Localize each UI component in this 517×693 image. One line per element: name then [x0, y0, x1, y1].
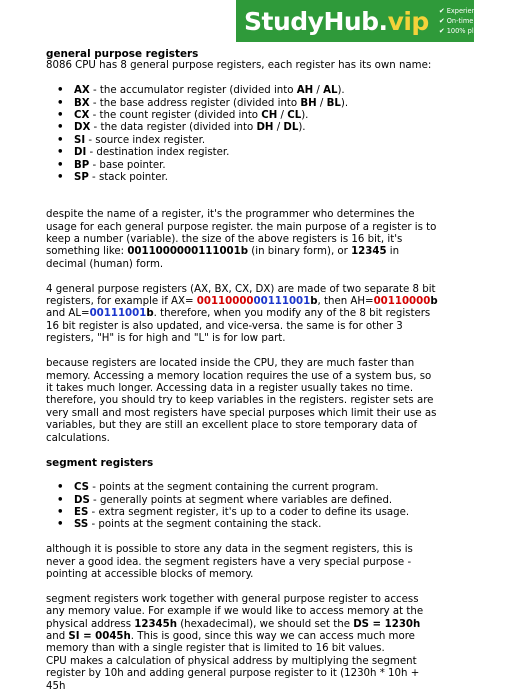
studyhub-logo[interactable] — [236, 7, 429, 36]
high-byte-value: 00110000 — [373, 296, 431, 308]
check-icon: ✔ — [438, 17, 445, 25]
spacer — [46, 581, 438, 593]
register-part: AH — [296, 85, 314, 97]
list-item — [46, 135, 438, 147]
register-desc: - the data register (divided into — [90, 122, 257, 134]
register-part: AL — [323, 85, 338, 97]
register-desc: - generally points at segment where variables are defined. — [89, 494, 393, 506]
gp-paragraph-1 — [46, 209, 438, 271]
register-name: DI — [74, 147, 87, 159]
paragraph-text: 4 general purpose registers (AX, BX, CX, DX) are made of two separate 8 bit registers, for example if AX= — [46, 283, 436, 308]
binary-suffix: b — [146, 308, 154, 320]
logo-text: StudyHub. — [244, 6, 388, 36]
list-item — [46, 519, 438, 531]
register-desc: - destination index register. — [86, 147, 230, 159]
bullet-icon: • — [57, 159, 64, 171]
binary-value: 0011000000111001b — [127, 246, 249, 258]
register-name: CX — [74, 110, 90, 122]
feature-item — [439, 26, 517, 36]
register-part: DL — [283, 122, 299, 134]
list-item — [46, 495, 438, 507]
spacer — [46, 532, 438, 544]
seg-paragraph-1: although it is possible to store any data in the segment registers, this is never a good idea. the segment registers have a very special purpose - pointing at accessible blocks of memory. — [46, 544, 413, 580]
register-name: SI — [74, 134, 86, 146]
register-part: DH — [256, 122, 274, 134]
paragraph-text: (hexadecimal), we should set the — [176, 618, 354, 630]
high-byte-value: 00110000 — [196, 296, 254, 308]
register-name: SS — [74, 519, 89, 531]
register-name: DS — [74, 494, 90, 506]
spacer — [46, 346, 438, 358]
paragraph-text: . therefore, when you modify any of the 8 bit registers 16 bit register is also updated, and vice-versa. the same is for other 3 registers, "H" is for high and "L" is for low part. — [46, 308, 431, 345]
bullet-icon: • — [57, 97, 64, 109]
paragraph-text: and — [46, 630, 69, 642]
list-item: • CX - the count register (divided into CH / CL). — [57, 110, 309, 122]
register-desc: - source index register. — [85, 134, 206, 146]
studyhub-banner[interactable] — [236, 0, 517, 42]
spacer — [46, 184, 438, 209]
register-name: BP — [74, 159, 90, 171]
check-icon: ✔ — [438, 7, 445, 15]
feature-item — [439, 6, 517, 16]
spacer — [46, 73, 438, 85]
list-item: • BX - the base address register (divided into BH / BL). — [57, 97, 349, 109]
gp-register-list — [46, 85, 438, 184]
binary-suffix: b — [430, 296, 438, 308]
list-item — [46, 147, 438, 159]
logo-vip-text: vip — [387, 6, 429, 36]
paragraph-text: . This is good, since this way we can access much more memory than with a single register that is limited to 16 bit values. — [46, 630, 415, 655]
register-name: BX — [74, 97, 90, 109]
register-name: SP — [74, 172, 89, 184]
gp-paragraph-2 — [46, 284, 438, 346]
list-item — [46, 160, 438, 172]
register-desc: - base pointer. — [89, 159, 166, 171]
gp-intro: 8086 CPU has 8 general purpose registers, each register has its own name: — [46, 60, 432, 72]
bullet-icon: • — [57, 494, 64, 506]
bullet-icon: • — [57, 110, 64, 122]
low-byte-value: 00111001 — [89, 308, 147, 320]
bullet-icon: • — [57, 172, 64, 184]
document-body — [46, 48, 438, 693]
seg-register-list — [46, 482, 438, 532]
register-part: CL — [287, 110, 302, 122]
low-byte-value: 00111001 — [253, 296, 311, 308]
register-name: ES — [74, 506, 89, 518]
register-name: DX — [74, 122, 91, 134]
register-desc: - the base address register (divided into — [89, 97, 301, 109]
gp-paragraph-3: because registers are located inside the CPU, they are much faster than memory. Accessing a memory location requires the use of a system bus, so it takes much longer. Accessing data in a register usually takes no time. therefore, you should try to keep variables in the registers. register sets are very small and most registers have special purposes which limit their use as variables, but they are still an excellent place to store temporary data of calculations. — [46, 358, 437, 444]
list-item: • AX - the accumulator register (divided into AH / AL). — [57, 85, 345, 97]
register-part: BH — [300, 97, 317, 109]
seg-heading: segment registers — [46, 457, 154, 470]
list-item: • DX - the data register (divided into DH / DL). — [57, 122, 306, 134]
register-name: CS — [74, 482, 90, 494]
register-name: AX — [74, 85, 90, 97]
si-value: SI = 0045h — [68, 630, 131, 642]
bullet-icon: • — [57, 506, 64, 518]
seg-paragraph-2 — [46, 594, 438, 656]
register-desc-end: ). — [298, 122, 306, 134]
paragraph-text: , then AH= — [317, 296, 374, 308]
register-desc: - the accumulator register (divided into — [89, 85, 297, 97]
paragraph-text: and AL= — [46, 308, 90, 320]
register-desc: - extra segment register, it's up to a coder to define its usage. — [88, 506, 410, 518]
paragraph-text: despite the name of a register, it's the programmer who determines the usage for each general purpose register. the main purpose of a register is to keep a number (variable). the size of the above registers is 16 bit, it's something like: — [46, 209, 437, 258]
paragraph-text: segment registers work together with general purpose register to access any memory value. For example if we would like to access memory at the physical address — [46, 593, 424, 630]
paragraph-text: (in binary form), or — [248, 246, 352, 258]
seg-paragraph-3: CPU makes a calculation of physical address by multiplying the segment register by 10h and adding general purpose register to it (1230h * 10h + 45h — [46, 655, 420, 692]
feature-item — [439, 16, 517, 26]
address-value: 12345h — [134, 618, 177, 630]
register-desc: - the count register (divided into — [89, 110, 262, 122]
register-desc-end: ). — [301, 110, 309, 122]
register-desc: - points at the segment containing the stack. — [88, 519, 322, 531]
paragraph-text: in decimal (human) form. — [46, 246, 400, 270]
bullet-icon: • — [57, 122, 64, 134]
decimal-value: 12345 — [351, 246, 387, 258]
feature-text: On-time delivery — [446, 17, 502, 25]
register-desc-end: ). — [337, 85, 345, 97]
spacer — [46, 445, 438, 457]
list-item — [46, 482, 438, 494]
list-item — [46, 172, 438, 184]
register-desc: - stack pointer. — [88, 172, 168, 184]
register-desc: - points at the segment containing the current program. — [89, 482, 379, 494]
bullet-icon: • — [57, 519, 64, 531]
feature-text: 100% plagiarism free — [446, 27, 517, 35]
bullet-icon: • — [57, 482, 64, 494]
check-icon: ✔ — [438, 27, 445, 35]
ds-value: DS = 1230h — [353, 618, 421, 630]
feature-list — [439, 6, 517, 36]
feature-text: Experienced writers — [446, 7, 513, 15]
binary-suffix: b — [310, 296, 318, 308]
bullet-icon: • — [57, 85, 64, 97]
register-part: CH — [261, 110, 278, 122]
spacer — [46, 271, 438, 283]
bullet-icon: • — [57, 147, 64, 159]
register-part: BL — [326, 97, 341, 109]
spacer — [46, 470, 438, 482]
register-desc-end: ). — [340, 97, 349, 109]
gp-heading: general purpose registers — [46, 48, 199, 60]
list-item — [46, 507, 438, 519]
bullet-icon: • — [57, 134, 64, 146]
